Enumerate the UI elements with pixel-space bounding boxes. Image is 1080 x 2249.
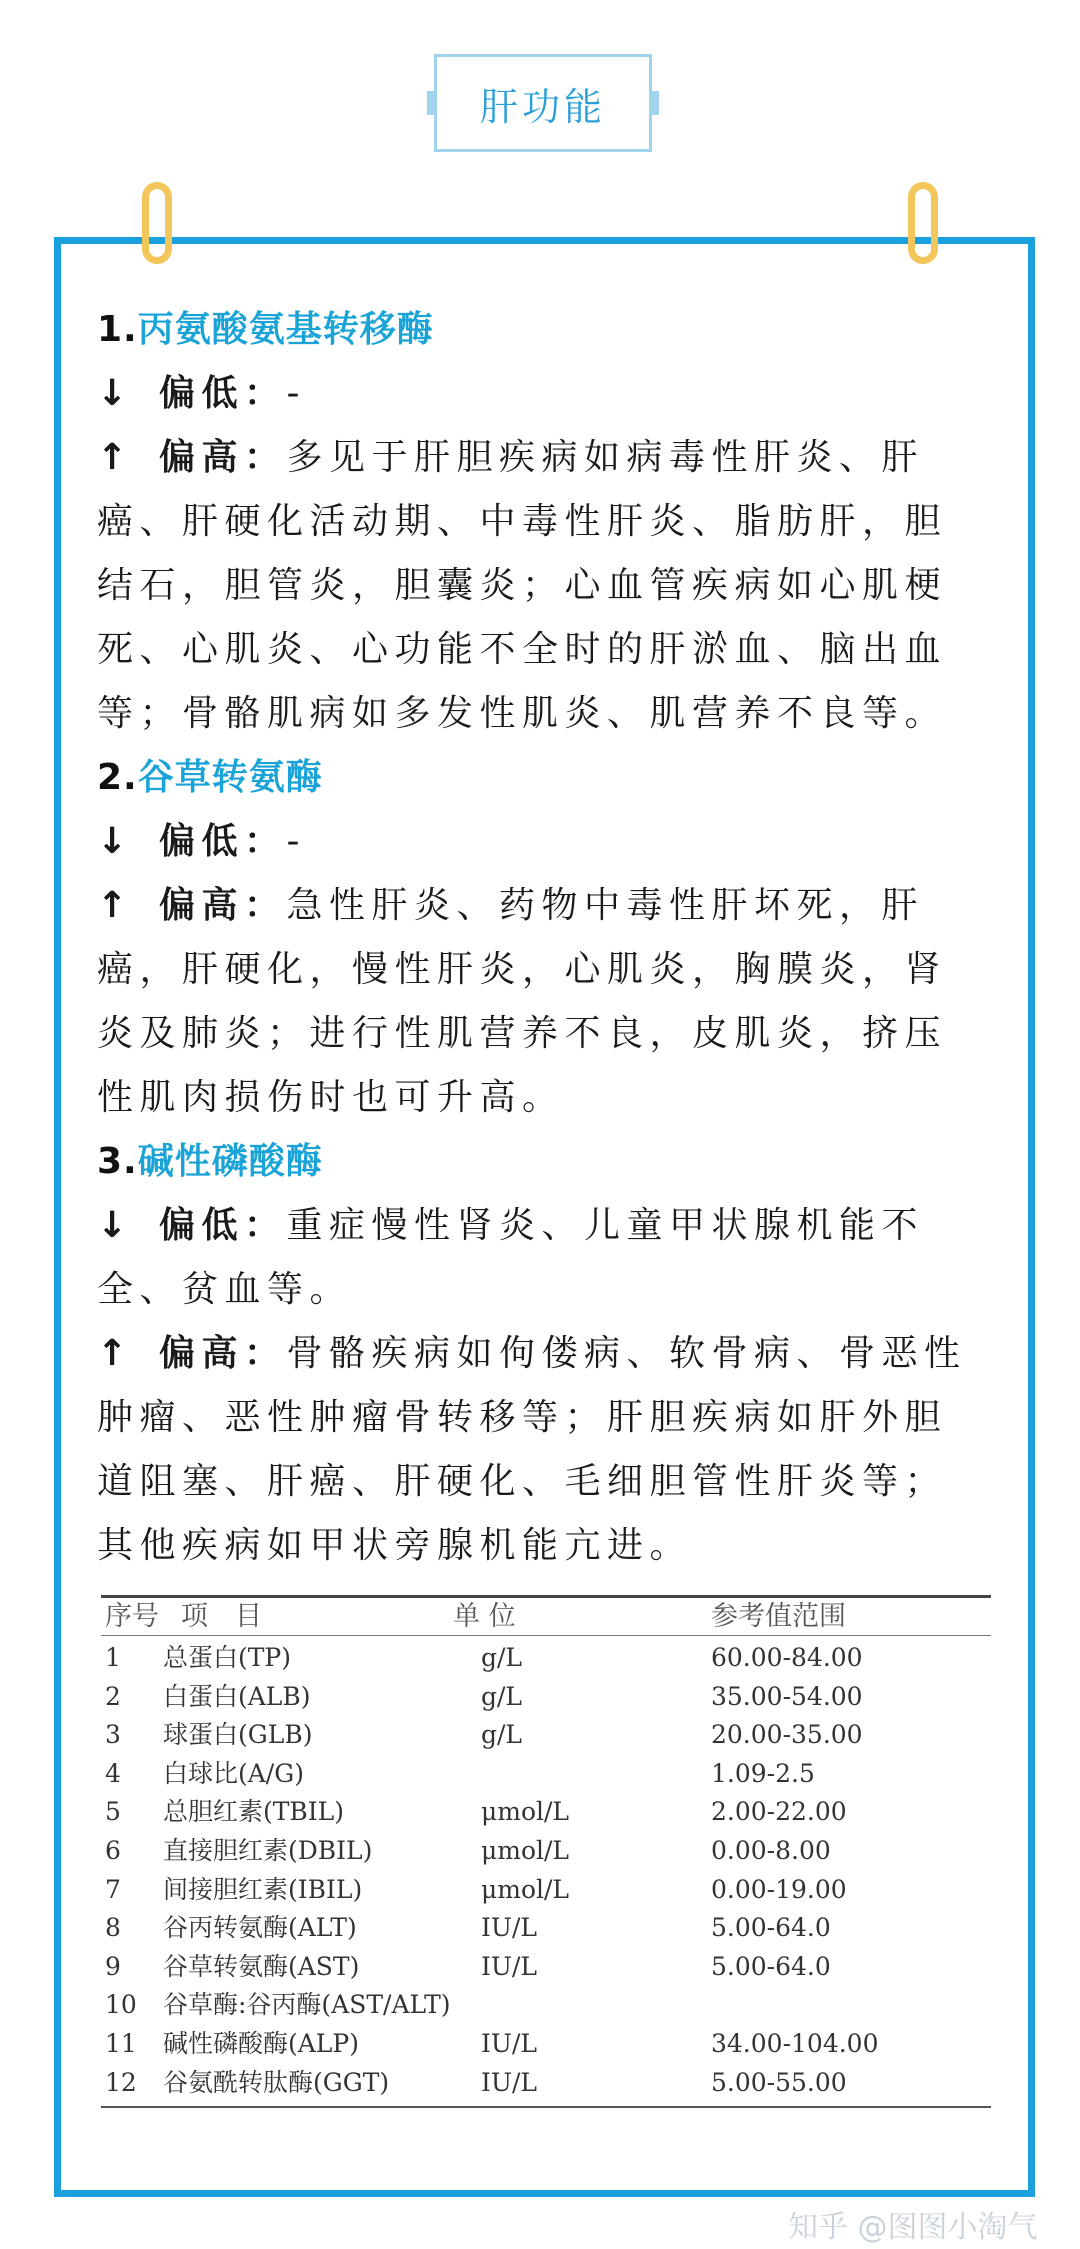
high-text-line: [97, 1322, 995, 1386]
table-row: [101, 1948, 991, 1986]
cell-unit: μmol/L: [481, 1874, 570, 1904]
cell-ref: 5.00-64.0: [711, 1951, 831, 1981]
cell-unit: g/L: [481, 1681, 523, 1711]
table-row: [101, 1793, 991, 1831]
cell-no: 9: [105, 1951, 121, 1981]
arrow-down-icon: ↓: [97, 373, 128, 414]
cell-unit: IU/L: [481, 2029, 537, 2058]
arrow-up-icon: ↑: [97, 885, 128, 926]
description-text: 炎及肺炎；进行性肌营养不良，皮肌炎，挤压: [97, 1013, 948, 1054]
cell-no: 5: [105, 1797, 121, 1827]
cell-ref: 0.00-19.00: [711, 1874, 847, 1904]
high-text-line: [97, 1386, 995, 1450]
cell-item: 谷丙转氨酶(ALT): [163, 1913, 357, 1943]
cell-unit: IU/L: [481, 1951, 537, 1981]
high-text-line: [97, 1002, 995, 1066]
cell-no: 4: [105, 1758, 121, 1788]
cell-unit: μmol/L: [481, 1836, 570, 1865]
low-label: 偏低：: [159, 821, 287, 862]
cell-ref: 60.00-84.00: [711, 1643, 863, 1672]
description-text: 多见于肝胆疾病如病毒性肝炎、肝: [286, 437, 925, 478]
cell-unit: μmol/L: [481, 1797, 570, 1827]
description-text: 急性肝炎、药物中毒性肝坏死，肝: [286, 885, 925, 926]
page-title: 肝功能: [479, 84, 606, 129]
cell-item: 谷氨酰转肽酶(GGT): [163, 2067, 390, 2097]
cell-unit: IU/L: [481, 2067, 537, 2097]
high-text-line: [97, 1450, 995, 1514]
low-text-line: [97, 1258, 995, 1322]
description-text: 癌、肝硬化活动期、中毒性肝炎、脂肪肝，胆: [97, 501, 948, 542]
table-header-unit: 单 位: [453, 1601, 516, 1632]
section-heading: [97, 298, 995, 362]
table-row: [101, 1832, 991, 1870]
table-header-no: 序号: [105, 1601, 159, 1632]
page-title-box: [434, 54, 652, 152]
high-text-line: [97, 1514, 995, 1578]
section-number: 3.: [97, 1141, 138, 1182]
cell-no: 12: [105, 2067, 137, 2097]
cell-item: 白蛋白(ALB): [163, 1681, 311, 1711]
cell-ref: 5.00-55.00: [711, 2067, 847, 2097]
cell-no: 10: [105, 1990, 137, 2020]
section-heading: [97, 746, 995, 810]
description-text: 重症慢性肾炎、儿童甲状腺机能不: [286, 1205, 925, 1246]
cell-item: 间接胆红素(IBIL): [163, 1874, 363, 1904]
cell-item: 总胆红素(TBIL): [163, 1797, 345, 1827]
arrow-up-icon: ↑: [97, 437, 128, 478]
low-text-line: [97, 810, 995, 874]
table-row: [101, 2064, 991, 2102]
arrow-up-icon: ↑: [97, 1333, 128, 1374]
description-text: 道阻塞、肝癌、肝硬化、毛细胆管性肝炎等；: [97, 1461, 948, 1502]
binder-ring-icon: [142, 182, 172, 264]
description-text: 全、贫血等。: [97, 1269, 353, 1310]
high-text-line: [97, 426, 995, 490]
table-rule-header: [101, 1635, 991, 1636]
cell-unit: g/L: [481, 1643, 523, 1672]
section-number: 2.: [97, 757, 138, 798]
table-row: [101, 1909, 991, 1947]
cell-item: 总蛋白(TP): [163, 1643, 292, 1672]
table-header-item: 项 目: [181, 1601, 262, 1632]
watermark: 知乎 @图图小淘气: [788, 2210, 1038, 2245]
table-row: [101, 1639, 991, 1677]
cell-no: 6: [105, 1836, 121, 1865]
high-text-line: [97, 618, 995, 682]
cell-no: 7: [105, 1874, 121, 1904]
binder-ring-icon: [908, 182, 938, 264]
cell-ref: 35.00-54.00: [711, 1681, 863, 1711]
description-text: -: [286, 373, 307, 414]
cell-no: 11: [105, 2029, 137, 2058]
high-text-line: [97, 682, 995, 746]
table-row: [101, 1716, 991, 1754]
content-body: [97, 298, 995, 1578]
low-text-line: [97, 1194, 995, 1258]
table-row: [101, 1678, 991, 1716]
cell-unit: IU/L: [481, 1913, 537, 1943]
description-text: 等；骨骼肌病如多发性肌炎、肌营养不良等。: [97, 693, 948, 734]
high-text-line: [97, 938, 995, 1002]
cell-ref: 1.09-2.5: [711, 1758, 815, 1788]
cell-no: 8: [105, 1913, 121, 1943]
reference-table: [101, 1595, 991, 2110]
description-text: 死、心肌炎、心功能不全时的肝淤血、脑出血: [97, 629, 948, 670]
cell-ref: 2.00-22.00: [711, 1797, 847, 1827]
table-header-ref: 参考值范围: [711, 1601, 846, 1632]
low-text-line: [97, 362, 995, 426]
high-text-line: [97, 1066, 995, 1130]
high-label: 偏高：: [159, 437, 287, 478]
cell-item: 白球比(A/G): [163, 1758, 304, 1788]
cell-item: 谷草酶:谷丙酶(AST/ALT): [163, 1990, 451, 2020]
low-label: 偏低：: [159, 1205, 287, 1246]
high-label: 偏高：: [159, 885, 287, 926]
cell-ref: 34.00-104.00: [711, 2029, 879, 2058]
cell-no: 2: [105, 1681, 121, 1711]
table-row: [101, 2025, 991, 2063]
high-text-line: [97, 874, 995, 938]
section-heading: [97, 1130, 995, 1194]
table-row: [101, 1755, 991, 1793]
cell-ref: 20.00-35.00: [711, 1720, 863, 1750]
table-row: [101, 1871, 991, 1909]
cell-no: 1: [105, 1643, 121, 1672]
cell-ref: 0.00-8.00: [711, 1836, 831, 1865]
low-label: 偏低：: [159, 373, 287, 414]
cell-item: 碱性磷酸酶(ALP): [163, 2029, 359, 2058]
section-title: 谷草转氨酶: [137, 757, 323, 798]
arrow-down-icon: ↓: [97, 1205, 128, 1246]
cell-unit: g/L: [481, 1720, 523, 1750]
arrow-down-icon: ↓: [97, 821, 128, 862]
cell-item: 球蛋白(GLB): [163, 1720, 313, 1750]
description-text: 结石，胆管炎，胆囊炎；心血管疾病如心肌梗: [97, 565, 948, 606]
section-title: 碱性磷酸酶: [137, 1141, 323, 1182]
cell-item: 直接胆红素(DBIL): [163, 1836, 373, 1865]
cell-ref: 5.00-64.0: [711, 1913, 831, 1943]
description-text: 癌，肝硬化，慢性肝炎，心肌炎，胸膜炎，肾: [97, 949, 948, 990]
description-text: 骨骼疾病如佝偻病、软骨病、骨恶性: [286, 1333, 967, 1374]
high-text-line: [97, 490, 995, 554]
table-rule-bottom: [101, 2106, 991, 2108]
cell-item: 谷草转氨酶(AST): [163, 1951, 360, 1981]
table-row: [101, 1986, 991, 2024]
description-text: 性肌肉损伤时也可升高。: [97, 1077, 565, 1118]
table-rule-top: [101, 1595, 991, 1598]
high-text-line: [97, 554, 995, 618]
description-text: -: [286, 821, 307, 862]
description-text: 其他疾病如甲状旁腺机能亢进。: [97, 1525, 693, 1566]
high-label: 偏高：: [159, 1333, 287, 1374]
cell-no: 3: [105, 1720, 121, 1750]
section-title: 丙氨酸氨基转移酶: [137, 309, 434, 350]
description-text: 肿瘤、恶性肿瘤骨转移等；肝胆疾病如肝外胆: [97, 1397, 948, 1438]
section-number: 1.: [97, 309, 138, 350]
